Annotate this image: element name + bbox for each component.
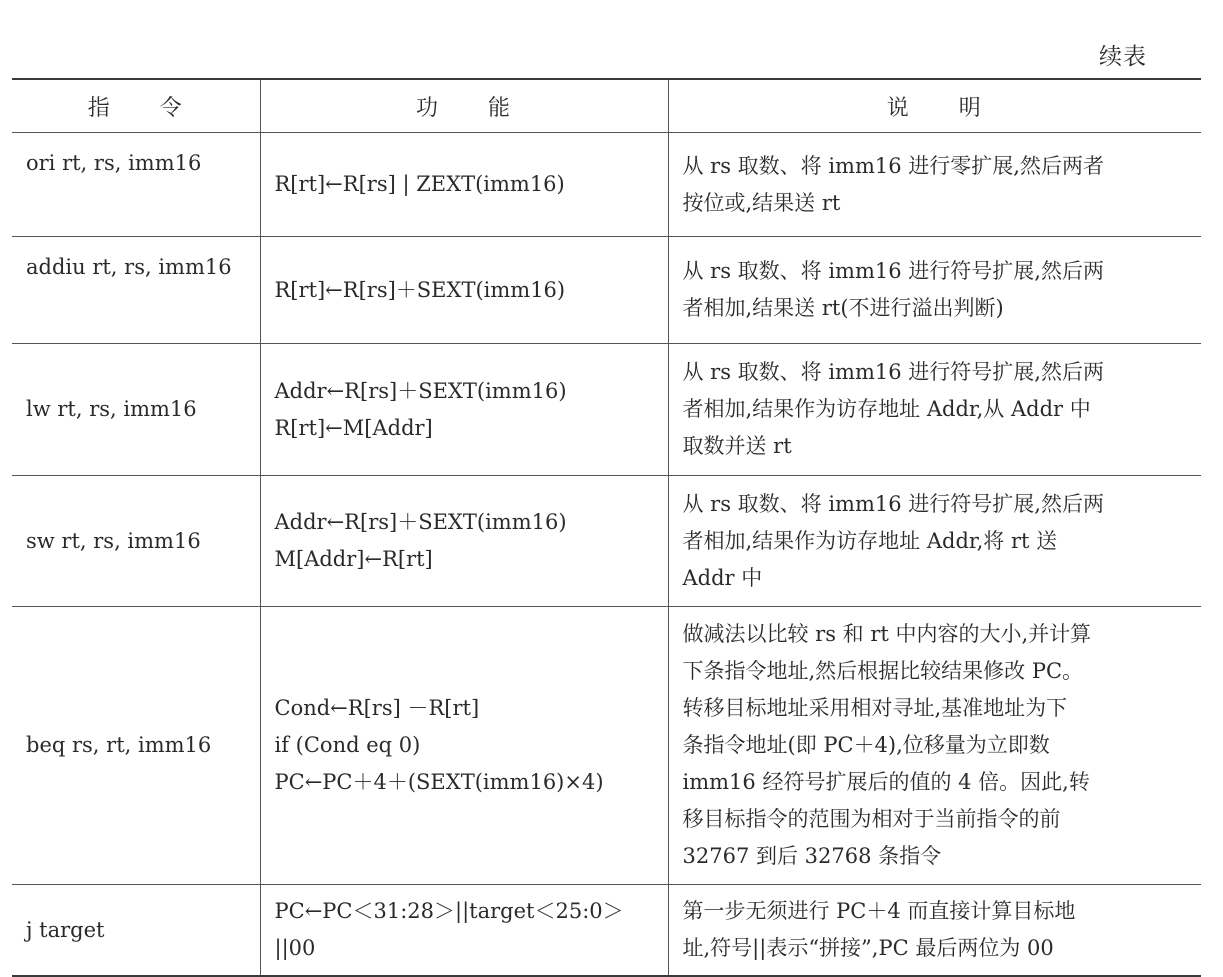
instruction-cell: sw rt, rs, imm16 — [12, 476, 260, 607]
function-line: R[rt]←R[rs]＋SEXT(imm16) — [274, 277, 566, 302]
function-line: if (Cond eq 0) — [274, 733, 421, 757]
description-cell — [668, 885, 1201, 977]
description-line: 从 rs 取数、将 imm16 进行符号扩展,然后两 — [682, 360, 1104, 384]
header-function: 功 能 — [260, 79, 668, 133]
description-line: 第一步无须进行 PC＋4 而直接计算目标地 — [682, 899, 1076, 923]
description-cell — [668, 133, 1201, 237]
header-instruction: 指 令 — [12, 79, 260, 133]
table-row — [12, 133, 1201, 237]
header-description: 说 明 — [668, 79, 1201, 133]
function-line: R[rt]←M[Addr] — [274, 415, 433, 440]
instruction-cell: ori rt, rs, imm16 — [12, 133, 260, 237]
instruction-cell: beq rs, rt, imm16 — [12, 607, 260, 885]
function-cell — [260, 344, 668, 476]
function-line: R[rt]←R[rs] | ZEXT(imm16) — [274, 172, 565, 196]
description-line: 按位或,结果送 rt — [682, 190, 841, 215]
function-line: PC←PC＜31:28＞||target＜25:0＞ — [274, 899, 624, 923]
function-line: Cond←R[rs] －R[rt] — [274, 696, 480, 720]
description-line: 取数并送 rt — [682, 434, 792, 458]
description-line: 址,符号||表示“拼接”,PC 最后两位为 00 — [682, 936, 1054, 960]
description-line: 者相加,结果作为访存地址 Addr,将 rt 送 — [682, 528, 1058, 553]
description-line: 转移目标地址采用相对寻址,基准地址为下 — [682, 696, 1068, 720]
description-cell — [668, 237, 1201, 344]
description-line: 移目标指令的范围为相对于当前指令的前 — [682, 807, 1061, 831]
description-line: 从 rs 取数、将 imm16 进行符号扩展,然后两 — [682, 491, 1104, 516]
function-cell — [260, 607, 668, 885]
function-cell — [260, 133, 668, 237]
instruction-cell: addiu rt, rs, imm16 — [12, 237, 260, 344]
description-cell — [668, 476, 1201, 607]
description-cell — [668, 607, 1201, 885]
function-cell — [260, 237, 668, 344]
description-line: 32767 到后 32768 条指令 — [682, 844, 942, 868]
description-line: 者相加,结果送 rt(不进行溢出判断) — [682, 296, 1004, 320]
description-line: 做减法以比较 rs 和 rt 中内容的大小,并计算 — [682, 622, 1092, 646]
instruction-cell: j target — [12, 885, 260, 977]
table-row — [12, 885, 1201, 977]
instruction-cell: lw rt, rs, imm16 — [12, 344, 260, 476]
function-line: PC←PC＋4＋(SEXT(imm16)×4) — [274, 770, 604, 794]
description-line: 从 rs 取数、将 imm16 进行零扩展,然后两者 — [682, 153, 1104, 178]
function-line: M[Addr]←R[rt] — [274, 547, 433, 571]
function-line: Addr←R[rs]＋SEXT(imm16) — [274, 378, 567, 403]
description-line: 下条指令地址,然后根据比较结果修改 PC。 — [682, 659, 1084, 683]
table-row — [12, 607, 1201, 885]
table-row — [12, 237, 1201, 344]
description-cell — [668, 344, 1201, 476]
table-row — [12, 476, 1201, 607]
description-line: imm16 经符号扩展后的值的 4 倍。因此,转 — [682, 770, 1090, 794]
description-line: 者相加,结果作为访存地址 Addr,从 Addr 中 — [682, 397, 1091, 421]
description-line: 从 rs 取数、将 imm16 进行符号扩展,然后两 — [682, 259, 1104, 283]
function-cell — [260, 885, 668, 977]
table-header-row — [12, 79, 1201, 133]
description-line: 条指令地址(即 PC＋4),位移量为立即数 — [682, 733, 1050, 757]
table-row — [12, 344, 1201, 476]
function-line: ||00 — [274, 936, 316, 960]
function-line: Addr←R[rs]＋SEXT(imm16) — [274, 510, 567, 534]
function-cell — [260, 476, 668, 607]
instruction-table — [12, 78, 1201, 977]
description-line: Addr 中 — [682, 565, 763, 590]
table-caption: 续表 — [1099, 44, 1147, 70]
